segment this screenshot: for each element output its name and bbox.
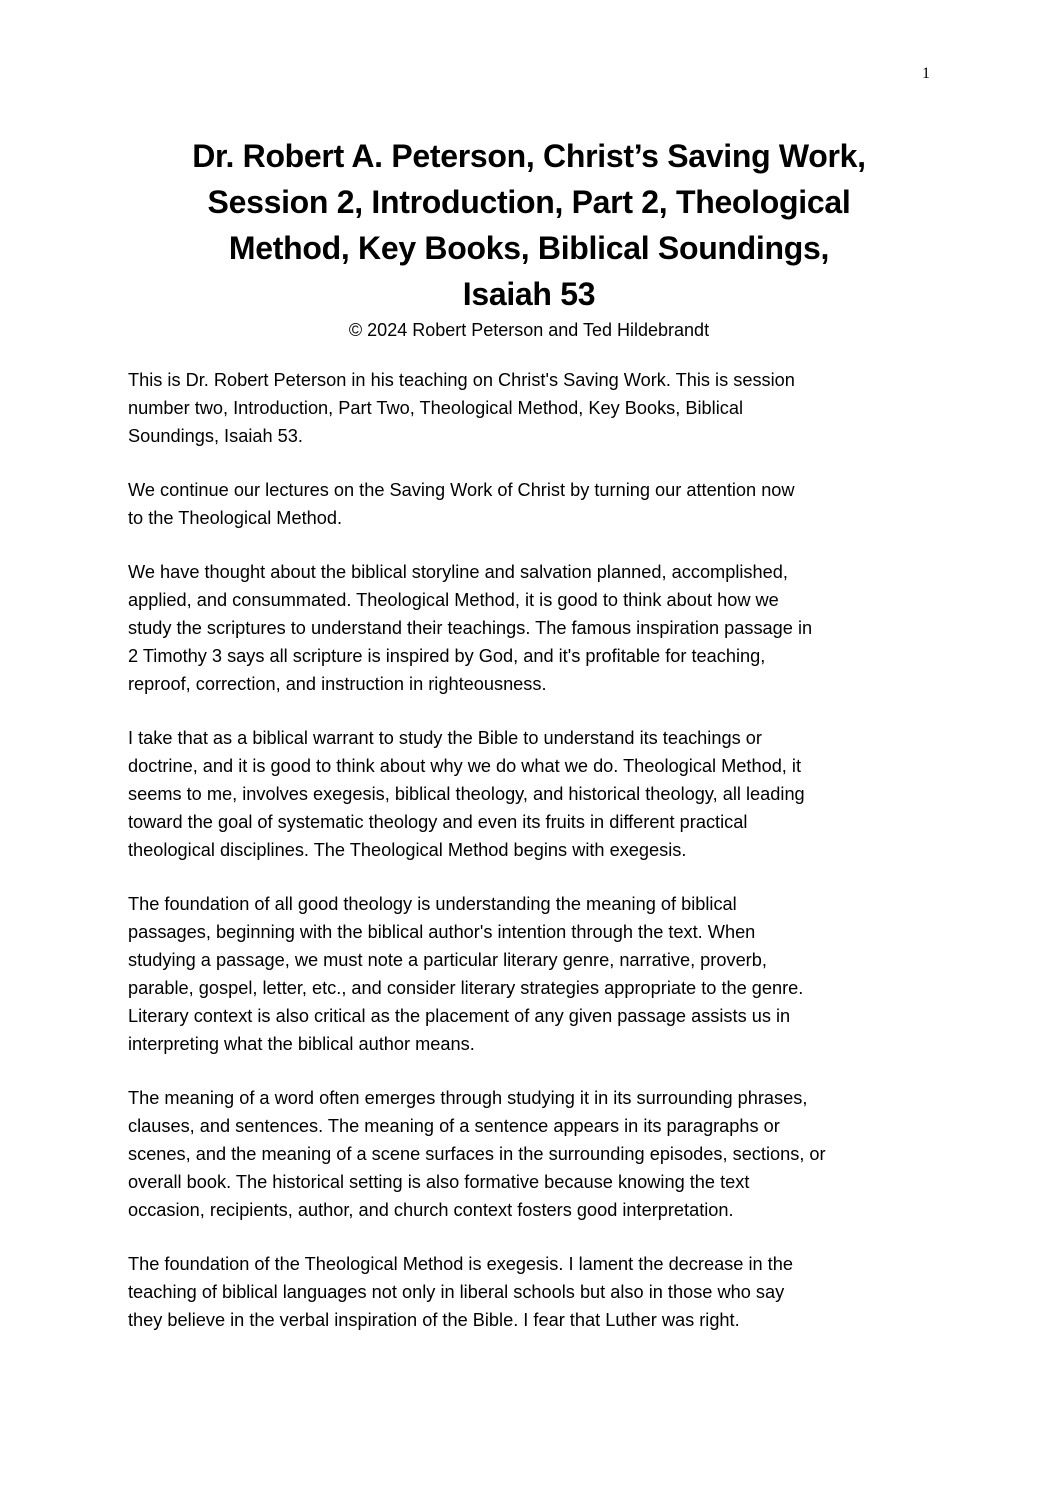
text-line: they believe in the verbal inspiration of the Bible. I fear that Luther was right. bbox=[128, 1310, 740, 1330]
paragraph bbox=[128, 366, 938, 450]
text-line: The meaning of a word often emerges through studying it in its surrounding phrases, bbox=[128, 1088, 808, 1108]
text-line: doctrine, and it is good to think about why we do what we do. Theological Method, it bbox=[128, 756, 802, 776]
text-line: We continue our lectures on the Saving Work of Christ by turning our attention now bbox=[128, 480, 795, 500]
page-number: 1 bbox=[922, 65, 930, 82]
text-line: 2 Timothy 3 says all scripture is inspired by God, and it's profitable for teaching, bbox=[128, 646, 766, 666]
paragraph bbox=[128, 476, 938, 532]
text-line: scenes, and the meaning of a scene surfaces in the surrounding episodes, sections, or bbox=[128, 1144, 826, 1164]
text-line: occasion, recipients, author, and church context fosters good interpretation. bbox=[128, 1200, 734, 1220]
text-line: interpreting what the biblical author means. bbox=[128, 1034, 475, 1054]
text-line: Literary context is also critical as the placement of any given passage assists us in bbox=[128, 1006, 791, 1026]
text-line: study the scriptures to understand their teachings. The famous inspiration passage in bbox=[128, 618, 813, 638]
copyright-notice: © 2024 Robert Peterson and Ted Hildebrandt bbox=[348, 320, 710, 340]
text-line: This is Dr. Robert Peterson in his teaching on Christ's Saving Work. This is session bbox=[128, 370, 795, 390]
title-line: Dr. Robert A. Peterson, Christ’s Saving Work, bbox=[192, 138, 866, 174]
text-line: We have thought about the biblical storyline and salvation planned, accomplished, bbox=[128, 562, 788, 582]
text-line: The foundation of all good theology is understanding the meaning of biblical bbox=[128, 894, 737, 914]
paragraph bbox=[128, 1250, 938, 1334]
text-line: Soundings, Isaiah 53. bbox=[128, 426, 303, 446]
text-line: parable, gospel, letter, etc., and consider literary strategies appropriate to the genre. bbox=[128, 978, 804, 998]
title-line: Isaiah 53 bbox=[462, 276, 596, 312]
text-line: seems to me, involves exegesis, biblical theology, and historical theology, all leading bbox=[128, 784, 805, 804]
text-line: theological disciplines. The Theological Method begins with exegesis. bbox=[128, 840, 687, 860]
paragraph bbox=[128, 1084, 938, 1224]
text-line: clauses, and sentences. The meaning of a sentence appears in its paragraphs or bbox=[128, 1116, 780, 1136]
text-line: to the Theological Method. bbox=[128, 508, 343, 528]
text-line: The foundation of the Theological Method is exegesis. I lament the decrease in the bbox=[128, 1254, 793, 1274]
text-line: passages, beginning with the biblical author's intention through the text. When bbox=[128, 922, 756, 942]
text-line: reproof, correction, and instruction in righteousness. bbox=[128, 674, 547, 694]
text-line: applied, and consummated. Theological Method, it is good to think about how we bbox=[128, 590, 779, 610]
paragraph bbox=[128, 890, 938, 1058]
paragraph bbox=[128, 724, 938, 864]
text-line: teaching of biblical languages not only in liberal schools but also in those who say bbox=[128, 1282, 785, 1302]
text-line: toward the goal of systematic theology and even its fruits in different practical bbox=[128, 812, 748, 832]
text-line: overall book. The historical setting is also formative because knowing the text bbox=[128, 1172, 750, 1192]
text-line: studying a passage, we must note a particular literary genre, narrative, proverb, bbox=[128, 950, 767, 970]
title-line: Session 2, Introduction, Part 2, Theological bbox=[207, 184, 851, 220]
text-line: number two, Introduction, Part Two, Theological Method, Key Books, Biblical bbox=[128, 398, 743, 418]
title-line: Method, Key Books, Biblical Soundings, bbox=[228, 230, 830, 266]
document-title-block bbox=[128, 133, 930, 343]
paragraph bbox=[128, 558, 938, 698]
document-body bbox=[128, 366, 938, 1360]
text-line: I take that as a biblical warrant to study the Bible to understand its teachings or bbox=[128, 728, 762, 748]
